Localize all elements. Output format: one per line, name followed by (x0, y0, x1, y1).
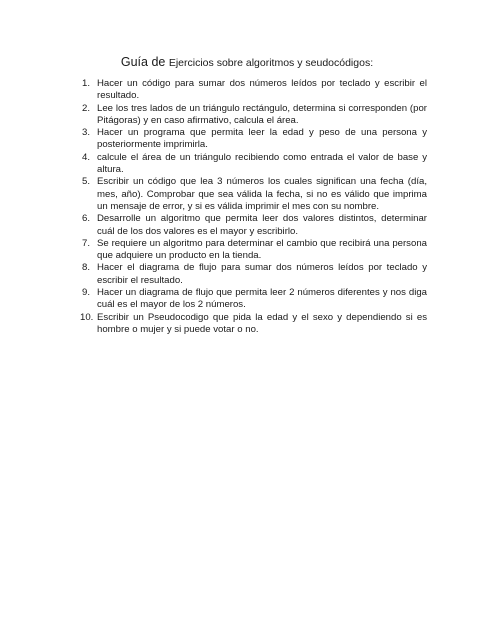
list-item (82, 176, 427, 213)
list-item (82, 213, 427, 238)
item-text: Se requiere un algoritmo para determinar el cambio que recibirá una persona que adquiere un producto en la tienda. (97, 237, 427, 262)
list-item (82, 287, 427, 312)
list-item (82, 312, 427, 337)
item-text: Desarrolle un algoritmo que permita leer dos valores distintos, determinar cuál de los dos valores es el mayor y escribirlo. (97, 213, 427, 237)
list-item (82, 262, 427, 287)
item-text: Hacer un código para sumar dos números leídos por teclado y escribir el resultado. (97, 78, 427, 102)
document-title (0, 55, 494, 70)
item-number: 5. (82, 176, 91, 188)
item-text: Hacer un programa que permita leer la edad y peso de una persona y posteriormente imprimirla. (97, 127, 427, 151)
item-number: 3. (82, 127, 91, 139)
exercise-list (82, 78, 427, 336)
item-number: 4. (82, 151, 91, 163)
item-number: 1. (82, 78, 91, 89)
item-number: 9. (82, 287, 91, 299)
item-number: 10. (80, 311, 94, 323)
list-item (82, 78, 427, 103)
item-number: 8. (82, 262, 91, 274)
item-number: 2. (82, 102, 91, 114)
list-item (82, 103, 427, 128)
item-text: Hacer un diagrama de flujo que permita leer 2 números diferentes y nos diga cuál es el mayor de los 2 números. (97, 287, 427, 311)
item-text: Escribir un código que lea 3 números los cuales significan una fecha (día, mes, año). Comprobar que sea válida la fecha, si no es válido que imprima un mensaje de error, y si es válida imprimir el mes con su nombre. (97, 176, 427, 212)
list-item (82, 238, 427, 263)
item-text: Lee los tres lados de un triángulo rectángulo, determina si corresponden (por Pitágoras) y en caso afirmativo, calcula el área. (97, 102, 427, 126)
title-prefix: Guía de (120, 55, 166, 69)
title-rest: Ejercicios sobre algoritmos y seudocódigos: (168, 57, 374, 69)
item-text: calcule el área de un triángulo recibiendo como entrada el valor de base y altura. (97, 151, 427, 176)
item-text: Hacer el diagrama de flujo para sumar dos números leídos por teclado y escribir el resultado. (97, 262, 427, 286)
item-number: 6. (82, 213, 91, 225)
item-number: 7. (82, 237, 91, 249)
item-text: Escribir un Pseudocodigo que pida la edad y el sexo y dependiendo si es hombre o mujer y si puede votar o no. (97, 311, 427, 335)
list-item (82, 152, 427, 177)
list-item (82, 127, 427, 152)
